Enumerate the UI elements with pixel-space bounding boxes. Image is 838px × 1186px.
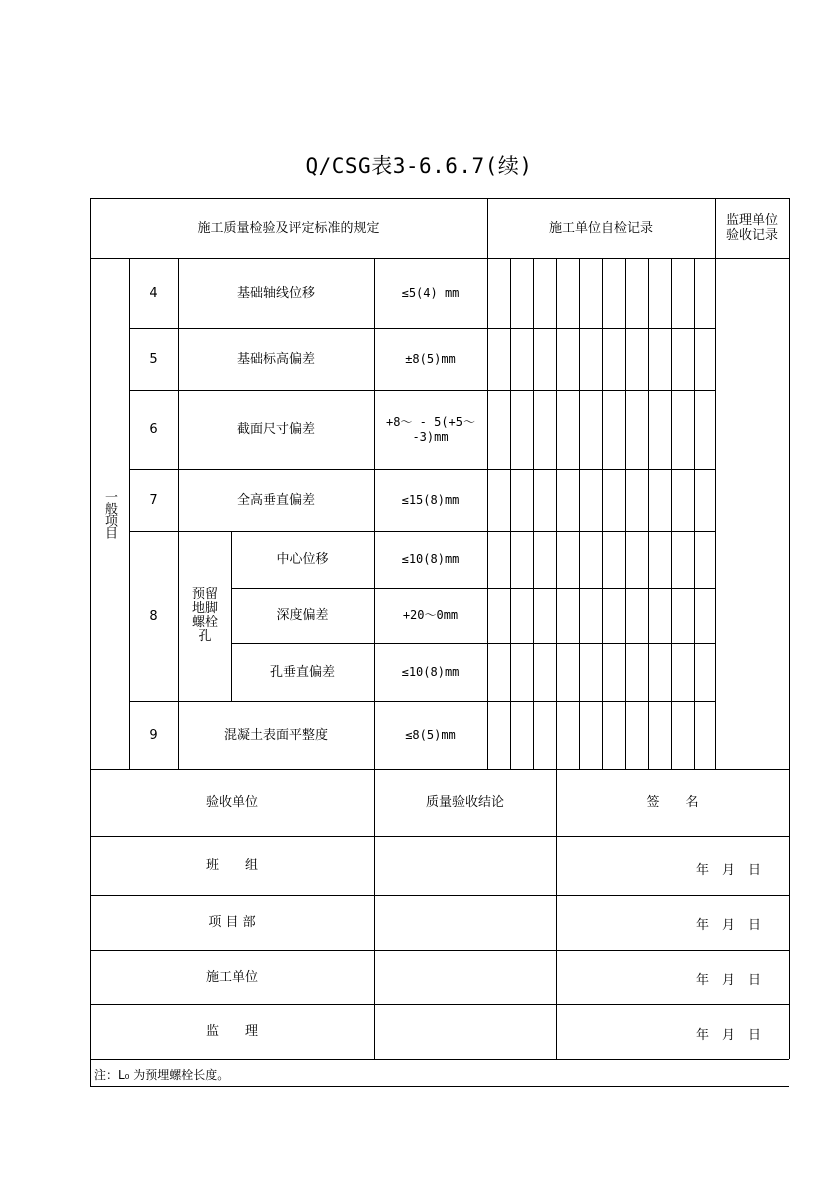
rule bbox=[90, 1086, 789, 1087]
header-standard: 施工质量检验及评定标准的规定 bbox=[197, 220, 380, 236]
item-standard: +8～ - 5(+5～ -3)mm bbox=[385, 414, 476, 444]
item-number: 8 bbox=[149, 608, 158, 624]
sub-item-standard: +20～0mm bbox=[402, 608, 459, 622]
sub-item-name: 中心位移 bbox=[276, 552, 329, 567]
item-number: 4 bbox=[149, 285, 158, 301]
item-name: 全高垂直偏差 bbox=[236, 492, 315, 508]
acceptance-unit-header: 验收单位 bbox=[205, 795, 258, 810]
sign-date: 年 月 日 bbox=[696, 863, 762, 878]
rule bbox=[602, 258, 603, 769]
item-name: 混凝土表面平整度 bbox=[223, 727, 328, 743]
item-group-label: 预留地脚螺栓孔 bbox=[191, 587, 218, 644]
header-supervisor: 监理单位 验收记录 bbox=[725, 213, 778, 243]
acceptance-unit: 施工单位 bbox=[205, 969, 258, 985]
item-number: 6 bbox=[149, 422, 158, 437]
item-name: 截面尺寸偏差 bbox=[236, 422, 315, 437]
rule bbox=[694, 258, 695, 769]
item-name: 基础标高偏差 bbox=[236, 351, 315, 367]
item-number: 9 bbox=[149, 727, 158, 743]
header-self-check: 施工单位自检记录 bbox=[548, 220, 653, 236]
item-number: 5 bbox=[149, 351, 158, 367]
acceptance-sign-header: 签 名 bbox=[646, 795, 699, 810]
acceptance-conclusion-header: 质量验收结论 bbox=[425, 795, 504, 810]
rule bbox=[715, 198, 716, 769]
acceptance-unit: 项 目 部 bbox=[208, 915, 256, 930]
sub-item-name: 深度偏差 bbox=[276, 608, 329, 623]
acceptance-unit: 班 组 bbox=[205, 858, 258, 873]
item-number: 7 bbox=[149, 492, 158, 508]
rule bbox=[648, 258, 649, 769]
sub-item-standard: ≤10(8)mm bbox=[401, 552, 460, 566]
page-title: Q/CSG表3-6.6.7(续) bbox=[305, 154, 533, 178]
item-name: 基础轴线位移 bbox=[236, 285, 315, 301]
rule bbox=[671, 258, 672, 769]
sign-date: 年 月 日 bbox=[696, 1028, 762, 1043]
rule bbox=[625, 258, 626, 769]
sign-date: 年 月 日 bbox=[696, 918, 762, 933]
rule bbox=[556, 258, 557, 769]
category-label: 一般项目 bbox=[102, 489, 117, 538]
item-standard: ≤8(5)mm bbox=[405, 727, 456, 742]
item-standard: ≤5(4) mm bbox=[401, 285, 460, 300]
item-standard: ±8(5)mm bbox=[405, 351, 456, 366]
rule bbox=[579, 258, 580, 769]
rule bbox=[90, 1059, 789, 1060]
rule bbox=[533, 258, 534, 769]
item-standard: ≤15(8)mm bbox=[401, 492, 460, 507]
footnote: 注：L₀ 为预埋螺栓长度。 bbox=[94, 1068, 230, 1082]
rule bbox=[487, 198, 488, 769]
rule bbox=[789, 198, 790, 1059]
rule bbox=[510, 258, 511, 769]
sub-item-standard: ≤10(8)mm bbox=[401, 664, 460, 679]
acceptance-unit: 监 理 bbox=[205, 1024, 258, 1039]
sub-item-name: 孔垂直偏差 bbox=[269, 664, 335, 680]
sign-date: 年 月 日 bbox=[696, 973, 762, 988]
